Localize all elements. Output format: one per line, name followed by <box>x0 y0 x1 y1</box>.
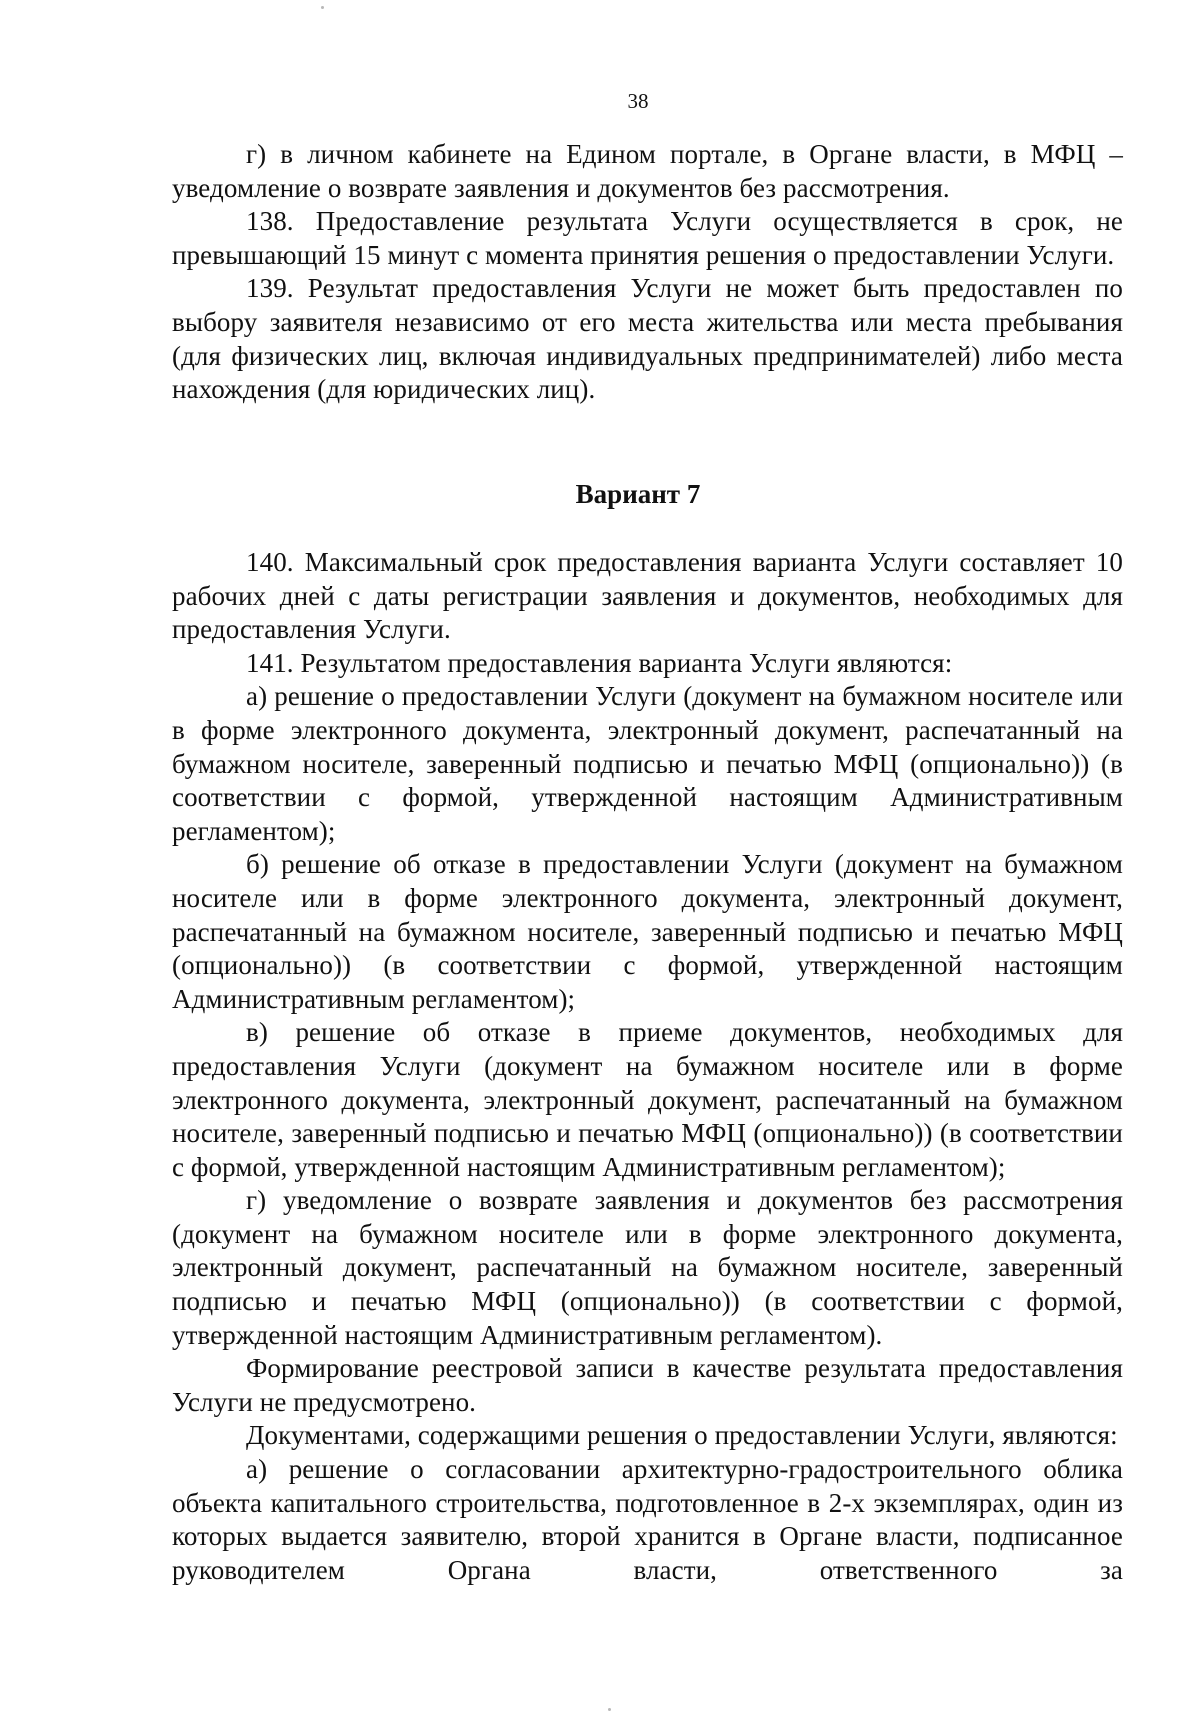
page-number: 38 <box>627 89 649 113</box>
paragraph-item-b: б) решение об отказе в предоставлении Услуги (документ на бумажном носителе или в форме электронного документа, электронный документ, распечатанный на бумажном носителе, заверенный подписью и печатью МФЦ (опционально)) (в соответствии с формой, утвержденной настоящим Административным регламентом); <box>172 849 1123 1014</box>
section-heading: Вариант 7 <box>575 479 701 509</box>
paragraph-138: 138. Предоставление результата Услуги осуществляется в срок, не превышающий 15 минут с момента принятия решения о предоставлении Услуги. <box>172 206 1123 270</box>
paragraph-registry-note: Формирование реестровой записи в качестве результата предоставления Услуги не предусмотрено. <box>172 1353 1123 1417</box>
main-text-block <box>172 546 1123 1587</box>
paragraph-item-g: г) уведомление о возврате заявления и документов без рассмотрения (документ на бумажном носителе или в форме электронного документа, электронный документ, распечатанный на бумажном носителе, заверенный подписью и печатью МФЦ (опционально)) (в соответствии с формой, утвержденной настоящим Административным регламентом). <box>172 1185 1123 1350</box>
paragraph-item-v: в) решение об отказе в приеме документов, необходимых для предоставления Услуги (документ на бумажном носителе или в форме электронного документа, электронный документ, распечатанный на бумажном носителе, заверенный подписью и печатью МФЦ (опционально)) (в соответствии с формой, утвержденной настоящим Административным регламентом); <box>172 1017 1123 1182</box>
paragraph-140: 140. Максимальный срок предоставления варианта Услуги составляет 10 рабочих дней с даты регистрации заявления и документов, необходимых для предоставления Услуги. <box>172 547 1123 645</box>
paragraph-item-a: а) решение о предоставлении Услуги (документ на бумажном носителе или в форме электронного документа, электронный документ, распечатанный на бумажном носителе, заверенный подписью и печатью МФЦ (опционально)) (в соответствии с формой, утвержденной настоящим Административным регламентом); <box>172 681 1123 846</box>
scan-speck <box>608 1708 611 1711</box>
paragraph-item-g-lk: г) в личном кабинете на Едином портале, в Органе власти, в МФЦ – уведомление о возврате заявления и документов без рассмотрения. <box>172 139 1123 203</box>
paragraph-139: 139. Результат предоставления Услуги не может быть предоставлен по выбору заявителя независимо от его места жительства или места пребывания (для физических лиц, включая индивидуальных предпринимателей) либо места нахождения (для юридических лиц). <box>172 273 1123 405</box>
paragraph-decision-a: а) решение о согласовании архитектурно-градостроительного облика объекта капитального строительства, подготовленное в 2-х экземплярах, один из которых выдается заявителю, второй хранится в Органе власти, подписанное руководителем Органа власти, ответственного за <box>172 1454 1123 1585</box>
paragraph-documents-intro: Документами, содержащими решения о предоставлении Услуги, являются: <box>246 1420 1118 1451</box>
scan-speck <box>321 6 324 9</box>
top-text-block <box>172 138 1123 407</box>
paragraph-141: 141. Результатом предоставления варианта Услуги являются: <box>246 647 953 678</box>
